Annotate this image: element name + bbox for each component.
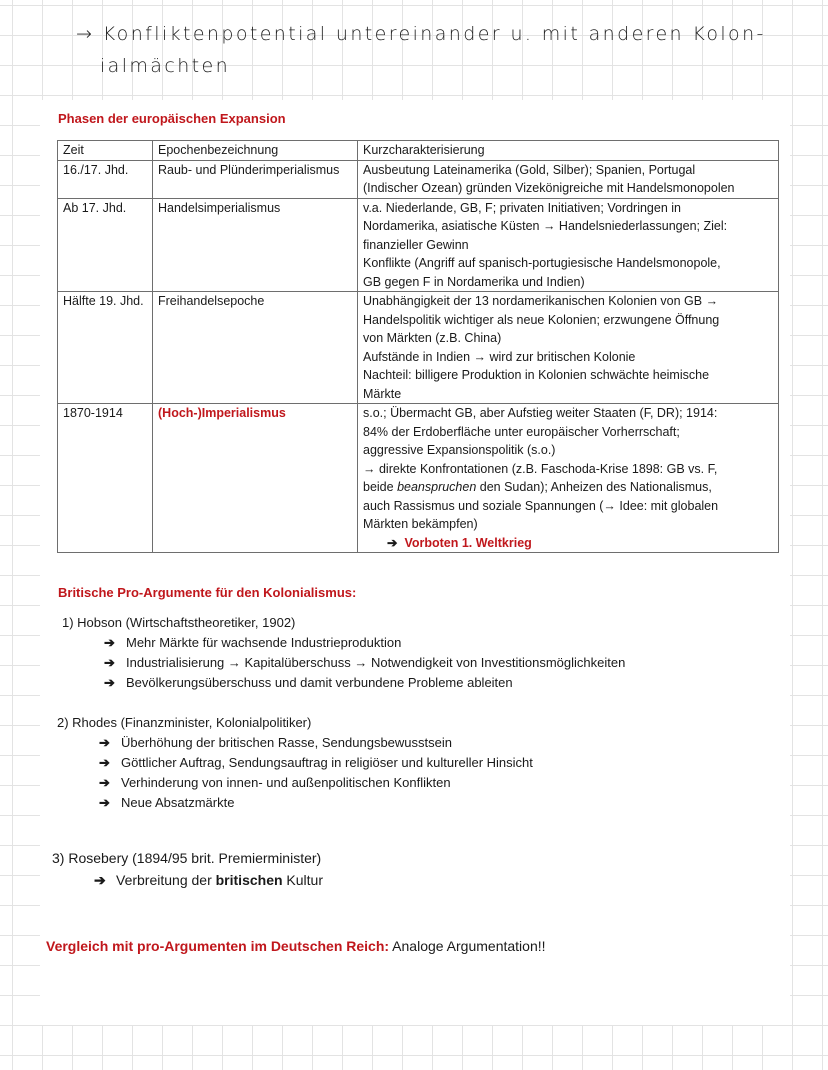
argument-label: 2) Rhodes (Finanzminister, Kolonialpolitiker): [57, 715, 312, 730]
argument-label: 3) Rosebery (1894/95 brit. Premierminister): [52, 850, 322, 866]
text-line: Nachteil: billigere Produktion in Kolonien schwächte heimische: [363, 368, 710, 382]
cell-charakterisierung: [358, 292, 779, 404]
handwritten-note: [76, 18, 766, 82]
cell-epoche: Freihandelsepoche: [153, 292, 358, 404]
arrow-right-icon: ➔: [99, 735, 110, 750]
list-item: [57, 733, 533, 753]
text-fragment: den Sudan); Anheizen des Nationalismus,: [476, 480, 712, 494]
list-item-text: Verhinderung von innen- und außenpolitischen Konflikten: [121, 775, 451, 790]
text-line: 84% der Erdoberfläche unter europäischer Vorherrschaft;: [363, 424, 680, 439]
list-item: [62, 653, 625, 673]
cell-charakterisierung: [358, 404, 779, 553]
list-item: [57, 793, 533, 813]
text-line: v.a. Niederlande, GB, F; privaten Initiativen; Vordringen in: [363, 200, 681, 215]
argument-rosebery: [52, 847, 323, 891]
list-item: [57, 773, 533, 793]
cell-epoche: Handelsimperialismus: [153, 198, 358, 292]
list-item: [62, 673, 625, 693]
arrow-right-icon: ➔: [94, 872, 106, 888]
arrow-right-icon: ➔: [104, 675, 115, 690]
text-line: Handelspolitik wichtiger als neue Kolonien; erzwungene Öffnung: [363, 312, 720, 327]
arrow-right-icon: ➔: [99, 755, 110, 770]
text-line: s.o.; Übermacht GB, aber Aufstieg weiter Staaten (F, DR); 1914:: [363, 406, 718, 420]
list-item: [62, 633, 625, 653]
argument-hobson: [62, 613, 625, 693]
cell-zeit: 16./17. Jhd.: [58, 160, 153, 198]
text-fragment: Kultur: [282, 872, 323, 888]
list-item-text: Neue Absatzmärkte: [121, 795, 235, 810]
cell-charakterisierung: [358, 198, 779, 292]
arrow-right-icon: ➔: [104, 655, 115, 670]
cell-zeit: Ab 17. Jhd.: [58, 198, 153, 292]
text-line: → direkte Konfrontationen (z.B. Faschoda-Krise 1898: GB vs. F,: [363, 461, 718, 476]
table-row: [58, 292, 779, 404]
text-line: Konflikte (Angriff auf spanisch-portugiesische Handelsmonopole,: [363, 256, 721, 270]
list-item-text: Bevölkerungsüberschuss und damit verbundene Probleme ableiten: [126, 675, 513, 690]
text-fragment: beide: [363, 480, 398, 494]
conclusion-text: Vorboten 1. Weltkrieg: [404, 535, 532, 550]
section-title-pro-arguments: Britische Pro-Argumente für den Kolonialismus:: [58, 585, 357, 600]
text-line: von Märkten (z.B. China): [363, 331, 502, 345]
text-line: Unabhängigkeit der 13 nordamerikanischen Kolonien von GB →: [363, 294, 719, 308]
conclusion-line: [363, 534, 773, 553]
bold-text: britischen: [215, 872, 283, 888]
comparison-note: [46, 938, 546, 954]
cell-zeit: 1870-1914: [58, 404, 153, 553]
comparison-text: Analoge Argumentation!!: [389, 938, 546, 954]
text-line: [363, 478, 773, 497]
comparison-highlight: Vergleich mit pro-Argumenten im Deutschen Reich:: [46, 938, 390, 954]
argument-rhodes: [57, 713, 533, 813]
cell-epoche: Raub- und Plünderimperialismus: [153, 160, 358, 198]
table-header-row: [58, 141, 779, 161]
cell-epoche-highlight: (Hoch-)Imperialismus: [153, 404, 358, 553]
cell-zeit: Hälfte 19. Jhd.: [58, 292, 153, 404]
header-charakterisierung: Kurzcharakterisierung: [358, 141, 779, 161]
argument-label: 1) Hobson (Wirtschaftstheoretiker, 1902): [62, 615, 296, 630]
text-line: Ausbeutung Lateinamerika (Gold, Silber); Spanien, Portugal: [363, 162, 696, 177]
arrow-right-icon: ➔: [99, 795, 110, 810]
list-item-text: Göttlicher Auftrag, Sendungsauftrag in religiöser und kultureller Hinsicht: [121, 755, 533, 770]
list-item: [52, 869, 323, 891]
list-item-text: Industrialisierung → Kapitalüberschuss → Notwendigkeit von Investitionsmöglichkeiten: [126, 655, 626, 670]
list-item: [57, 753, 533, 773]
text-line: (Indischer Ozean) gründen Vizekönigreiche mit Handelsmonopolen: [363, 181, 735, 195]
text-line: Nordamerika, asiatische Küsten → Handelsniederlassungen; Ziel:: [363, 219, 728, 233]
text-fragment: Verbreitung der: [116, 872, 216, 888]
arrow-right-icon: ➔: [104, 635, 115, 650]
text-line: auch Rassismus und soziale Spannungen (→ Idee: mit globalen: [363, 498, 719, 513]
table-row: [58, 160, 779, 198]
header-epoche: Epochenbezeichnung: [153, 141, 358, 161]
arrow-right-icon: ➔: [99, 775, 110, 790]
text-line: finanzieller Gewinn: [363, 237, 469, 252]
cell-charakterisierung: [358, 160, 779, 198]
handwritten-line-2: ialmächten: [100, 55, 231, 77]
table-row: [58, 198, 779, 292]
text-line: aggressive Expansionspolitik (s.o.): [363, 443, 556, 457]
section-title-expansion: Phasen der europäischen Expansion: [58, 111, 286, 126]
arrow-right-icon: ➔: [387, 535, 398, 550]
header-zeit: Zeit: [58, 141, 153, 161]
handwritten-line-1: → Konfliktenpotential untereinander u. mit anderen Kolon-: [76, 23, 766, 45]
emphasis-text: beanspruchen: [397, 480, 477, 494]
text-line: Märkte: [363, 386, 402, 401]
table-row: [58, 404, 779, 553]
list-item-text: Mehr Märkte für wachsende Industrieproduktion: [126, 635, 402, 650]
text-line: GB gegen F in Nordamerika und Indien): [363, 274, 585, 289]
expansion-table: [57, 140, 779, 553]
text-line: Märkten bekämpfen): [363, 517, 478, 531]
list-item-text: Überhöhung der britischen Rasse, Sendungsbewusstsein: [121, 735, 452, 750]
text-line: Aufstände in Indien → wird zur britischen Kolonie: [363, 349, 636, 364]
